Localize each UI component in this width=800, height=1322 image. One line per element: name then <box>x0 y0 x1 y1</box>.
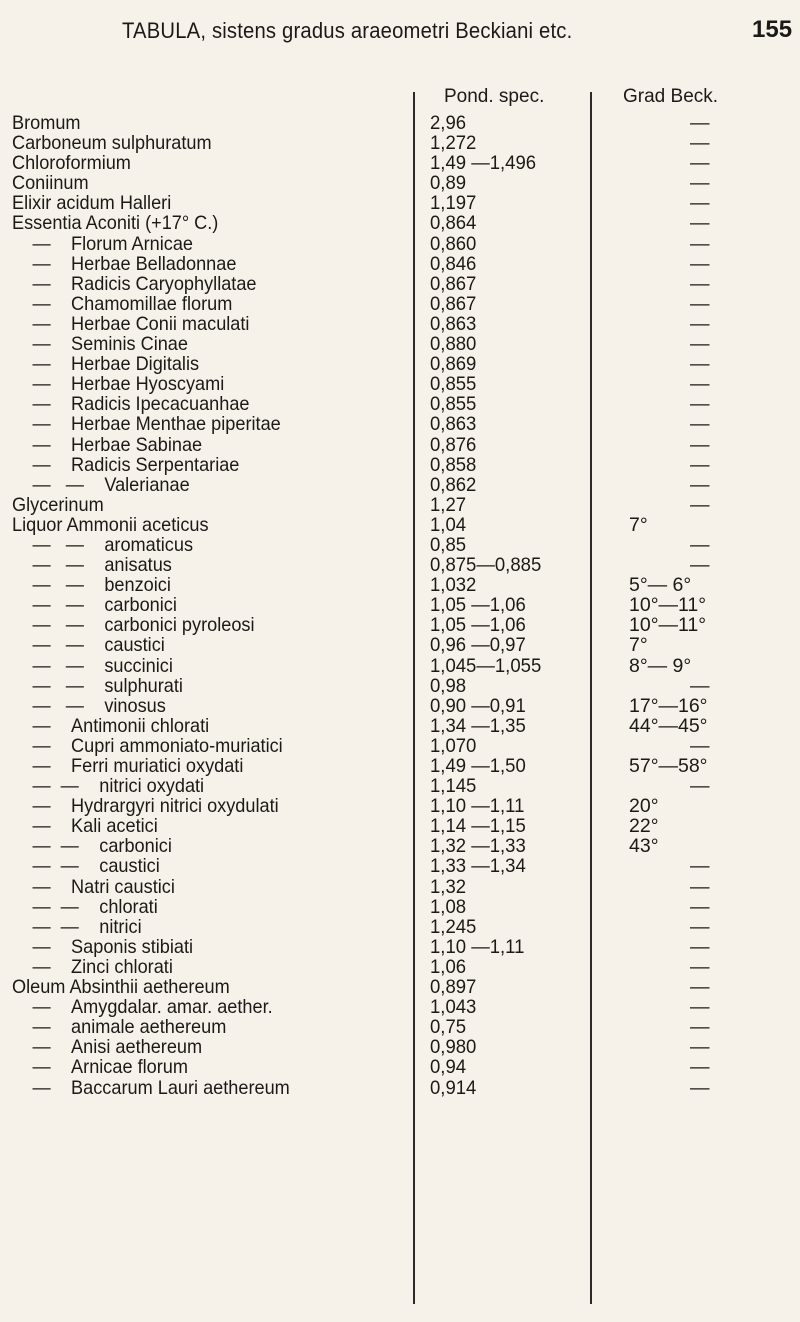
substance-name <box>12 1078 380 1098</box>
ditto-dash: — <box>32 936 51 957</box>
table-row <box>0 374 800 394</box>
specific-gravity: 0,867 <box>430 272 477 295</box>
substance-label: Coniinum <box>12 173 89 194</box>
specific-gravity: 0,867 <box>430 292 477 315</box>
table-row <box>0 957 800 977</box>
table-row <box>0 495 800 515</box>
substance-label: Baccarum Lauri aethereum <box>71 1077 290 1098</box>
table-row <box>0 254 800 274</box>
table-row <box>0 354 800 374</box>
substance-label: Essentia Aconiti (+17° C.) <box>12 213 219 234</box>
substance-label: Chamomillae florum <box>71 293 233 314</box>
table-row <box>0 856 800 876</box>
table-row <box>0 515 800 535</box>
substance-label: Radicis Serpentariae <box>71 454 240 475</box>
table-row <box>0 1017 800 1037</box>
specific-gravity: 1,34 —1,35 <box>430 714 526 737</box>
table-row <box>0 656 800 676</box>
page-header <box>0 0 800 62</box>
substance-name <box>12 515 380 535</box>
table-row <box>0 977 800 997</box>
ditto-dash: — <box>32 715 51 736</box>
beck-degree: — <box>690 996 710 1019</box>
beck-degree: — <box>690 473 710 496</box>
table-row <box>0 635 800 655</box>
table-row <box>0 836 800 856</box>
ditto-dash: — — <box>32 635 84 656</box>
specific-gravity: 1,05 —1,06 <box>430 594 526 617</box>
table-row <box>0 455 800 475</box>
substance-name <box>12 535 380 555</box>
table-row <box>0 294 800 314</box>
beck-degree: — <box>690 875 710 898</box>
table-row <box>0 133 800 153</box>
ditto-dash: — <box>32 233 51 254</box>
specific-gravity: 0,846 <box>430 252 477 275</box>
specific-gravity: 0,980 <box>430 1036 477 1059</box>
table-row <box>0 776 800 796</box>
table-row <box>0 475 800 495</box>
column-header-grad-beck: Grad Beck. <box>623 86 719 107</box>
ditto-dash: — — <box>32 595 84 616</box>
substance-name <box>12 213 380 233</box>
substance-name <box>12 254 380 274</box>
specific-gravity: 1,04 <box>430 513 467 536</box>
ditto-dash: — <box>32 334 51 355</box>
substance-label: Herbae Menthae piperitae <box>71 414 281 435</box>
substance-label: Florum Arnicae <box>71 233 194 254</box>
table-row <box>0 414 800 434</box>
substance-label: Herbae Conii maculati <box>71 313 250 334</box>
specific-gravity: 1,032 <box>430 574 477 597</box>
table-row <box>0 676 800 696</box>
specific-gravity: 1,272 <box>430 132 477 155</box>
table-row <box>0 937 800 957</box>
beck-degree: — <box>690 493 710 516</box>
beck-degree: 10°—11° <box>629 614 707 637</box>
table-row <box>0 153 800 173</box>
specific-gravity: 0,75 <box>430 1016 467 1039</box>
substance-name <box>12 595 380 615</box>
beck-degree: — <box>690 915 710 938</box>
table-row <box>0 575 800 595</box>
ditto-dash: — — <box>32 776 79 797</box>
specific-gravity: 0,855 <box>430 393 477 416</box>
table-row <box>0 435 800 455</box>
substance-name <box>12 776 380 796</box>
substance-name <box>12 816 380 836</box>
table-row <box>0 234 800 254</box>
ditto-dash: — — <box>32 856 79 877</box>
specific-gravity: 1,245 <box>430 915 477 938</box>
ditto-dash: — <box>32 253 51 274</box>
beck-degree: 8°— 9° <box>629 654 692 677</box>
table-row <box>0 917 800 937</box>
table-row <box>0 334 800 354</box>
specific-gravity: 0,858 <box>430 453 477 476</box>
ditto-dash: — <box>32 997 51 1018</box>
ditto-dash: — — <box>32 575 84 596</box>
beck-degree: — <box>690 554 710 577</box>
beck-degree: — <box>690 333 710 356</box>
substance-label: carbonici pyroleosi <box>104 615 255 636</box>
ditto-dash: — — <box>32 615 84 636</box>
substance-name <box>12 153 380 173</box>
beck-degree: — <box>690 292 710 315</box>
ditto-dash: — — <box>32 474 84 495</box>
ditto-dash: — <box>32 454 51 475</box>
table-row <box>0 314 800 334</box>
ditto-dash: — — <box>32 896 79 917</box>
substance-label: animale aethereum <box>71 1017 227 1038</box>
ditto-dash: — — <box>32 675 84 696</box>
specific-gravity: 0,855 <box>430 373 477 396</box>
ditto-dash: — <box>32 816 51 837</box>
substance-name <box>12 716 380 736</box>
beck-degree: — <box>690 252 710 275</box>
beck-degree: — <box>690 1056 710 1079</box>
specific-gravity: 0,85 <box>430 533 467 556</box>
specific-gravity: 0,98 <box>430 674 467 697</box>
beck-degree: — <box>690 1016 710 1039</box>
specific-gravity: 1,043 <box>430 996 477 1019</box>
substance-label: Radicis Caryophyllatae <box>71 273 257 294</box>
specific-gravity: 1,070 <box>430 734 477 757</box>
specific-gravity: 0,94 <box>430 1056 467 1079</box>
substance-label: anisatus <box>104 555 172 576</box>
beck-degree: 22° <box>629 815 659 838</box>
ditto-dash: — <box>32 394 51 415</box>
specific-gravity: 1,49 —1,50 <box>430 755 526 777</box>
beck-degree: — <box>690 312 710 335</box>
beck-degree: — <box>690 453 710 476</box>
substance-name <box>12 856 380 876</box>
beck-degree: 43° <box>629 835 659 858</box>
table-row <box>0 173 800 193</box>
beck-degree: 57°—58° <box>629 755 708 777</box>
beck-degree: — <box>690 855 710 878</box>
ditto-dash: — <box>32 796 51 817</box>
substance-label: benzoici <box>104 575 171 596</box>
substance-label: Arnicae florum <box>71 1057 188 1078</box>
table-row <box>0 595 800 615</box>
page-number: 155 <box>752 16 793 43</box>
substance-name <box>12 173 380 193</box>
substance-name <box>12 234 380 254</box>
substance-name <box>12 414 380 434</box>
substance-name <box>12 917 380 937</box>
ditto-dash: — <box>32 354 51 375</box>
specific-gravity: 1,49 —1,496 <box>430 152 537 175</box>
ditto-dash: — — <box>32 695 84 716</box>
ditto-dash: — <box>32 434 51 455</box>
ditto-dash: — <box>32 414 51 435</box>
table-row <box>0 1057 800 1077</box>
substance-label: Chloroformium <box>12 153 131 174</box>
substance-label: Hydrargyri nitrici oxydulati <box>71 796 279 817</box>
specific-gravity: 0,876 <box>430 433 477 456</box>
substance-name <box>12 394 380 414</box>
beck-degree: — <box>690 132 710 155</box>
beck-degree: — <box>690 935 710 958</box>
beck-degree: — <box>690 393 710 416</box>
specific-gravity: 0,862 <box>430 473 477 496</box>
beck-degree: — <box>690 152 710 175</box>
table-row <box>0 193 800 213</box>
table-row <box>0 394 800 414</box>
substance-name <box>12 334 380 354</box>
beck-degree: — <box>690 373 710 396</box>
substance-name <box>12 294 380 314</box>
specific-gravity: 1,045—1,055 <box>430 654 542 677</box>
substance-name <box>12 937 380 957</box>
substance-label: caustici <box>99 856 160 877</box>
beck-degree: — <box>690 433 710 456</box>
substance-label: succinici <box>104 655 173 676</box>
ditto-dash: — <box>32 1077 51 1098</box>
substance-name <box>12 957 380 977</box>
beck-degree: — <box>690 1076 710 1099</box>
specific-gravity: 1,10 —1,11 <box>430 935 525 958</box>
substance-label: Herbae Digitalis <box>71 354 200 375</box>
specific-gravity: 0,869 <box>430 353 477 376</box>
table-row <box>0 213 800 233</box>
table-row <box>0 997 800 1017</box>
specific-gravity: 1,08 <box>430 895 467 918</box>
table-row <box>0 897 800 917</box>
ditto-dash: — — <box>32 655 84 676</box>
specific-gravity: 1,27 <box>430 493 467 516</box>
specific-gravity: 0,90 —0,91 <box>430 694 526 717</box>
specific-gravity: 0,89 <box>430 172 467 195</box>
beck-degree: — <box>690 212 710 235</box>
substance-label: Ferri muriatici oxydati <box>71 756 244 776</box>
substance-label: Valerianae <box>104 474 190 495</box>
substance-label: Cupri ammoniato-muriatici <box>71 735 283 756</box>
beck-degree: 10°—11° <box>629 594 707 617</box>
substance-name <box>12 193 380 213</box>
ditto-dash: — <box>32 756 51 776</box>
beck-degree: — <box>690 1036 710 1059</box>
table-row <box>0 113 800 133</box>
substance-label: Radicis Ipecacuanhae <box>71 394 250 415</box>
substance-name <box>12 475 380 495</box>
substance-label: Herbae Hyoscyami <box>71 374 225 395</box>
beck-degree: 17°—16° <box>629 694 708 717</box>
substance-label: chlorati <box>99 896 158 917</box>
specific-gravity: 0,875—0,885 <box>430 554 542 577</box>
specific-gravity: 1,145 <box>430 775 477 798</box>
ditto-dash: — — <box>32 836 79 857</box>
table-row <box>0 696 800 716</box>
substance-name <box>12 495 380 515</box>
specific-gravity: 0,880 <box>430 333 477 356</box>
substance-name <box>12 696 380 716</box>
beck-degree: 5°— 6° <box>629 574 692 597</box>
substance-label: Carboneum sulphuratum <box>12 133 212 154</box>
ditto-dash: — <box>32 374 51 395</box>
substance-label: aromaticus <box>104 534 194 555</box>
substance-name <box>12 274 380 294</box>
ditto-dash: — <box>32 313 51 334</box>
beck-degree: — <box>690 734 710 757</box>
specific-gravity: 0,863 <box>430 413 477 436</box>
substance-name <box>12 1017 380 1037</box>
ditto-dash: — — <box>32 916 79 937</box>
substance-name <box>12 1037 380 1057</box>
specific-gravity: 0,897 <box>430 976 477 999</box>
table-body <box>0 113 800 1098</box>
beck-degree: 20° <box>629 795 659 818</box>
substance-name <box>12 615 380 635</box>
substance-label: Amygdalar. amar. aether. <box>71 997 273 1018</box>
substance-label: carbonici <box>99 836 172 857</box>
specific-gravity: 1,32 —1,33 <box>430 835 526 858</box>
ditto-dash: — <box>32 956 51 977</box>
substance-label: Natri caustici <box>71 876 175 897</box>
substance-name <box>12 877 380 897</box>
specific-gravity: 1,33 —1,34 <box>430 855 526 878</box>
specific-gravity: 1,06 <box>430 955 467 978</box>
table-row <box>0 816 800 836</box>
beck-degree: — <box>690 172 710 195</box>
beck-degree: — <box>690 895 710 918</box>
substance-label: Kali acetici <box>71 816 158 837</box>
beck-degree: — <box>690 232 710 255</box>
substance-label: Saponis stibiati <box>71 936 194 957</box>
specific-gravity: 0,914 <box>430 1076 477 1099</box>
beck-degree: — <box>690 976 710 999</box>
substance-label: caustici <box>104 635 165 656</box>
substance-label: Zinci chlorati <box>71 956 173 977</box>
beck-degree: 44°—45° <box>629 714 708 737</box>
ditto-dash: — <box>32 1037 51 1058</box>
specific-gravity: 1,197 <box>430 192 477 215</box>
beck-degree: — <box>690 775 710 798</box>
substance-name <box>12 374 380 394</box>
substance-name <box>12 736 380 756</box>
ditto-dash: — <box>32 1057 51 1078</box>
substance-name <box>12 314 380 334</box>
table-row <box>0 716 800 736</box>
substance-label: Herbae Sabinae <box>71 434 203 455</box>
ditto-dash: — <box>32 735 51 756</box>
substance-name <box>12 836 380 856</box>
specific-gravity: 1,14 —1,15 <box>430 815 526 838</box>
substance-label: Anisi aethereum <box>71 1037 203 1058</box>
ditto-dash: — <box>32 273 51 294</box>
substance-label: Seminis Cinae <box>71 334 188 355</box>
substance-name <box>12 635 380 655</box>
ditto-dash: — — <box>32 555 84 576</box>
substance-name <box>12 656 380 676</box>
ditto-dash: — <box>32 1017 51 1038</box>
table-row <box>0 615 800 635</box>
table-row <box>0 736 800 756</box>
substance-label: nitrici oxydati <box>99 776 205 797</box>
substance-label: Oleum Absinthii aethereum <box>12 977 230 998</box>
substance-label: sulphurati <box>104 675 183 696</box>
column-header-pond-spec: Pond. spec. <box>444 86 545 107</box>
table-row <box>0 796 800 816</box>
substance-name <box>12 897 380 917</box>
specific-gravity: 1,10 —1,11 <box>430 795 525 818</box>
substance-name <box>12 977 380 997</box>
table-row <box>0 877 800 897</box>
substance-label: Glycerinum <box>12 494 104 515</box>
beck-degree: — <box>690 955 710 978</box>
substance-name <box>12 575 380 595</box>
page-title: TABULA, sistens gradus araeometri Beckiani etc. <box>122 18 573 43</box>
substance-label: Herbae Belladonnae <box>71 253 237 274</box>
substance-label: nitrici <box>99 916 142 937</box>
specific-gravity: 0,863 <box>430 312 477 335</box>
specific-gravity: 0,860 <box>430 232 477 255</box>
table-row <box>0 555 800 575</box>
specific-gravity: 1,05 —1,06 <box>430 614 526 637</box>
substance-name <box>12 1057 380 1077</box>
substance-name <box>12 435 380 455</box>
table-row <box>0 274 800 294</box>
substance-name <box>12 354 380 374</box>
beck-degree: — <box>690 272 710 295</box>
table-row <box>0 1037 800 1057</box>
beck-degree: — <box>690 353 710 376</box>
specific-gravity: 2,96 <box>430 112 467 134</box>
substance-name <box>12 796 380 816</box>
specific-gravity: 0,864 <box>430 212 477 235</box>
beck-degree: — <box>690 533 710 556</box>
substance-label: Elixir acidum Halleri <box>12 193 172 214</box>
substance-name <box>12 555 380 575</box>
ditto-dash: — — <box>32 534 84 555</box>
table-row <box>0 756 800 776</box>
beck-degree: — <box>690 192 710 215</box>
table-row <box>0 535 800 555</box>
beck-degree: 7° <box>629 634 648 657</box>
substance-label: Antimonii chlorati <box>71 715 210 736</box>
specific-gravity: 1,32 <box>430 875 467 898</box>
ditto-dash: — <box>32 876 51 897</box>
beck-degree: — <box>690 112 710 134</box>
beck-degree: 7° <box>629 513 648 536</box>
substance-name <box>12 997 380 1017</box>
substance-name <box>12 455 380 475</box>
substance-name <box>12 113 380 133</box>
ditto-dash: — <box>32 293 51 314</box>
specific-gravity: 0,96 —0,97 <box>430 634 526 657</box>
substance-label: Liquor Ammonii aceticus <box>12 514 209 535</box>
substance-label: Bromum <box>12 113 81 133</box>
substance-name <box>12 133 380 153</box>
substance-label: vinosus <box>104 695 166 716</box>
substance-name <box>12 756 380 776</box>
beck-degree: — <box>690 674 710 697</box>
beck-degree: — <box>690 413 710 436</box>
substance-label: carbonici <box>104 595 177 616</box>
table-row <box>0 1078 800 1098</box>
substance-name <box>12 676 380 696</box>
